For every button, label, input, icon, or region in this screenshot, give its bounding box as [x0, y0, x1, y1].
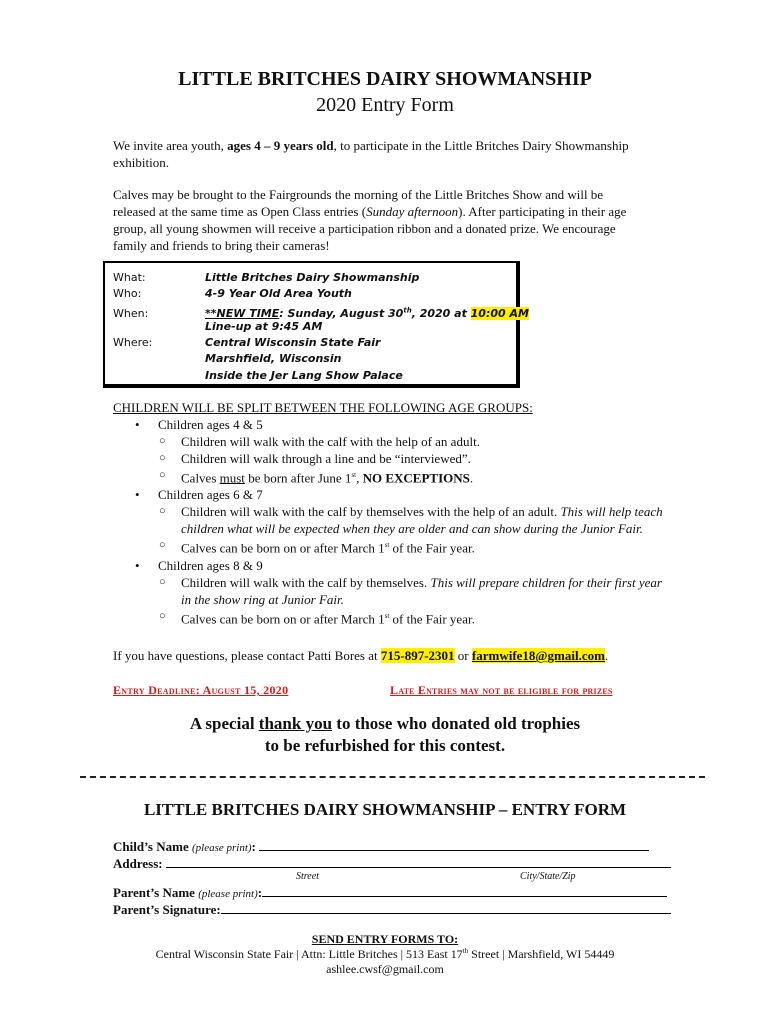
- mailing-address: [0, 947, 770, 962]
- address-label: Address:: [113, 856, 166, 871]
- info-value: 4-9 Year Old Area Youth: [205, 287, 352, 300]
- event-info-box: [103, 261, 529, 388]
- info-value: Marshfield, Wisconsin: [205, 352, 342, 365]
- list-text: Calves: [181, 470, 220, 486]
- late-entries-notice: Late Entries may not be eligible for prizes: [390, 683, 613, 697]
- intro-text: ). After participating in their age group, all young showmen will receive a participation ribbon and a donated prize. We encourage family and friends to bring their cameras!: [113, 204, 627, 253]
- group-label: Children ages 8 & 9: [158, 557, 263, 573]
- info-value: , 2020 at: [411, 306, 471, 320]
- list-text: of the Fair year.: [389, 540, 475, 556]
- list-text: ,: [356, 470, 363, 486]
- list-text: Calves can be born on or after March 1: [181, 610, 385, 626]
- age-group-4-5: [113, 416, 673, 433]
- list-item: [113, 574, 673, 608]
- entry-form-title: LITTLE BRITCHES DAIRY SHOWMANSHIP – ENTRY FORM: [143, 800, 627, 819]
- circle-bullet-icon: ○: [159, 539, 166, 552]
- list-item: [113, 503, 673, 537]
- list-text: Children will walk with the calf by themselves with the help of an adult.: [181, 504, 561, 520]
- contact-text: If you have questions, please contact Patti Bores at: [113, 648, 381, 663]
- group-label: Children ages 4 & 5: [158, 417, 263, 432]
- contact-text: or: [454, 648, 472, 663]
- thank-you-note: [0, 713, 770, 757]
- list-text: .: [469, 470, 474, 486]
- info-value: Little Britches Dairy Showmanship: [205, 271, 420, 284]
- list-text: be born after June 1: [244, 470, 352, 486]
- intro-paragraph-1: [113, 137, 648, 171]
- info-label: Who:: [113, 287, 142, 300]
- info-label: What:: [113, 271, 146, 284]
- parent-signature-row: [113, 901, 671, 918]
- info-value: Central Wisconsin State Fair: [205, 336, 381, 349]
- parent-signature-field[interactable]: [221, 901, 671, 914]
- cut-line-divider: [80, 776, 705, 778]
- info-when: [113, 302, 529, 318]
- age-group-6-7: [113, 486, 673, 503]
- list-item: [113, 433, 673, 450]
- list-item: [113, 467, 673, 486]
- street-caption: Street: [296, 871, 319, 882]
- age-groups-heading: CHILDREN WILL BE SPLIT BETWEEN THE FOLLOWING AGE GROUPS:: [113, 400, 533, 415]
- age-groups-section: [113, 399, 673, 627]
- new-time-flag: **NEW TIME: [205, 306, 280, 320]
- circle-bullet-icon: ○: [159, 505, 166, 518]
- list-note: This will help teach children what will be expected when they are older and can show during the Junior Fair.: [181, 504, 663, 537]
- parent-signature-label: Parent’s Signature:: [113, 902, 221, 917]
- intro-text: , to participate in the Little Britches Dairy Showmanship exhibition.: [113, 138, 629, 170]
- list-item: [113, 537, 673, 556]
- age-group-8-9: [113, 557, 673, 574]
- info-where-city: [113, 351, 341, 367]
- group-label: Children ages 6 & 7: [158, 487, 263, 503]
- print-hint: (please print): [198, 888, 258, 900]
- ordinal-suffix: st: [384, 611, 390, 620]
- field-colon: :: [251, 839, 260, 854]
- contact-text: .: [604, 648, 609, 663]
- child-name-label: Child’s Name: [113, 839, 192, 854]
- show-time: 10:00 AM: [470, 306, 529, 320]
- intro-text: Calves may be brought to the Fairgrounds the morning of the Little Britches Show and will be released at the same time as Open Class entries (: [113, 187, 604, 219]
- bullet-icon: •: [135, 417, 140, 432]
- info-where: [113, 335, 380, 351]
- address-text: Central Wisconsin State Fair | Attn: Little Britches | 513 East 17: [155, 947, 463, 961]
- list-text: Children will walk through a line and be “interviewed”.: [181, 451, 471, 466]
- list-item: [113, 450, 673, 467]
- contact-phone[interactable]: 715-897-2301: [380, 648, 455, 663]
- info-label: Where:: [113, 336, 153, 349]
- circle-bullet-icon: ○: [159, 435, 166, 447]
- intro-text: We invite area youth,: [113, 138, 228, 153]
- list-note: This will prepare children for their first year in the show ring at Junior Fair.: [181, 574, 662, 607]
- address-text: Street | Marshfield, WI 54449: [468, 947, 615, 961]
- address-row: [113, 855, 671, 872]
- bullet-icon: •: [135, 487, 140, 503]
- thanks-emphasis: thank you: [258, 714, 333, 733]
- entry-deadline: Entry Deadline: August 15, 2020: [113, 683, 289, 697]
- circle-bullet-icon: ○: [159, 575, 166, 588]
- info-what: [113, 270, 419, 286]
- circle-bullet-icon: ○: [159, 469, 166, 481]
- bullet-icon: •: [135, 557, 140, 573]
- address-field[interactable]: [166, 855, 671, 868]
- info-value: : Sunday, August 30: [279, 306, 404, 320]
- info-where-building: [113, 368, 403, 384]
- list-text: Children will walk with the calf with the help of an adult.: [181, 434, 480, 449]
- print-hint: (please print): [191, 842, 252, 854]
- parent-name-label: Parent’s Name: [113, 885, 199, 900]
- list-text: Calves can be born on or after March 1: [181, 540, 385, 556]
- ordinal-suffix: st: [384, 541, 390, 550]
- child-name-field[interactable]: [259, 838, 649, 851]
- send-email-address[interactable]: ashlee.cwsf@gmail.com: [326, 962, 444, 976]
- circle-bullet-icon: ○: [159, 452, 166, 464]
- parent-name-row: [113, 884, 667, 901]
- intro-paragraph-2: [113, 186, 648, 254]
- info-who: [113, 286, 352, 302]
- emphasis: must: [219, 470, 245, 486]
- thanks-text: to those who donated old trophies: [332, 714, 581, 733]
- ordinal-suffix: th: [462, 947, 469, 955]
- child-name-row: [113, 838, 649, 855]
- release-time: Sunday afternoon: [366, 204, 459, 219]
- send-forms-heading: SEND ENTRY FORMS TO:: [311, 932, 459, 946]
- info-value: Line-up at 9:45 AM: [205, 320, 323, 333]
- parent-name-field[interactable]: [262, 884, 667, 897]
- circle-bullet-icon: ○: [159, 609, 166, 622]
- contact-email-link[interactable]: farmwife18@gmail.com: [471, 648, 605, 663]
- contact-line: [113, 648, 673, 664]
- ordinal-suffix: th: [403, 306, 412, 314]
- page-title: LITTLE BRITCHES DAIRY SHOWMANSHIP: [178, 68, 592, 90]
- list-text: Children will walk with the calf by themselves.: [181, 574, 431, 590]
- ordinal-suffix: st: [351, 471, 357, 479]
- info-lineup: [113, 319, 322, 335]
- age-range: ages 4 – 9 years old: [227, 138, 334, 153]
- field-colon: :: [257, 885, 263, 900]
- list-item: [113, 608, 673, 627]
- info-label: When:: [113, 306, 149, 320]
- page-subtitle: 2020 Entry Form: [316, 94, 454, 116]
- thanks-text: to be refurbished for this contest.: [264, 736, 506, 755]
- city-state-zip-caption: City/State/Zip: [520, 871, 576, 882]
- info-value: Inside the Jer Lang Show Palace: [205, 369, 403, 382]
- thanks-text: A special: [189, 714, 259, 733]
- emphasis: NO EXCEPTIONS: [362, 470, 470, 486]
- list-text: of the Fair year.: [389, 610, 475, 626]
